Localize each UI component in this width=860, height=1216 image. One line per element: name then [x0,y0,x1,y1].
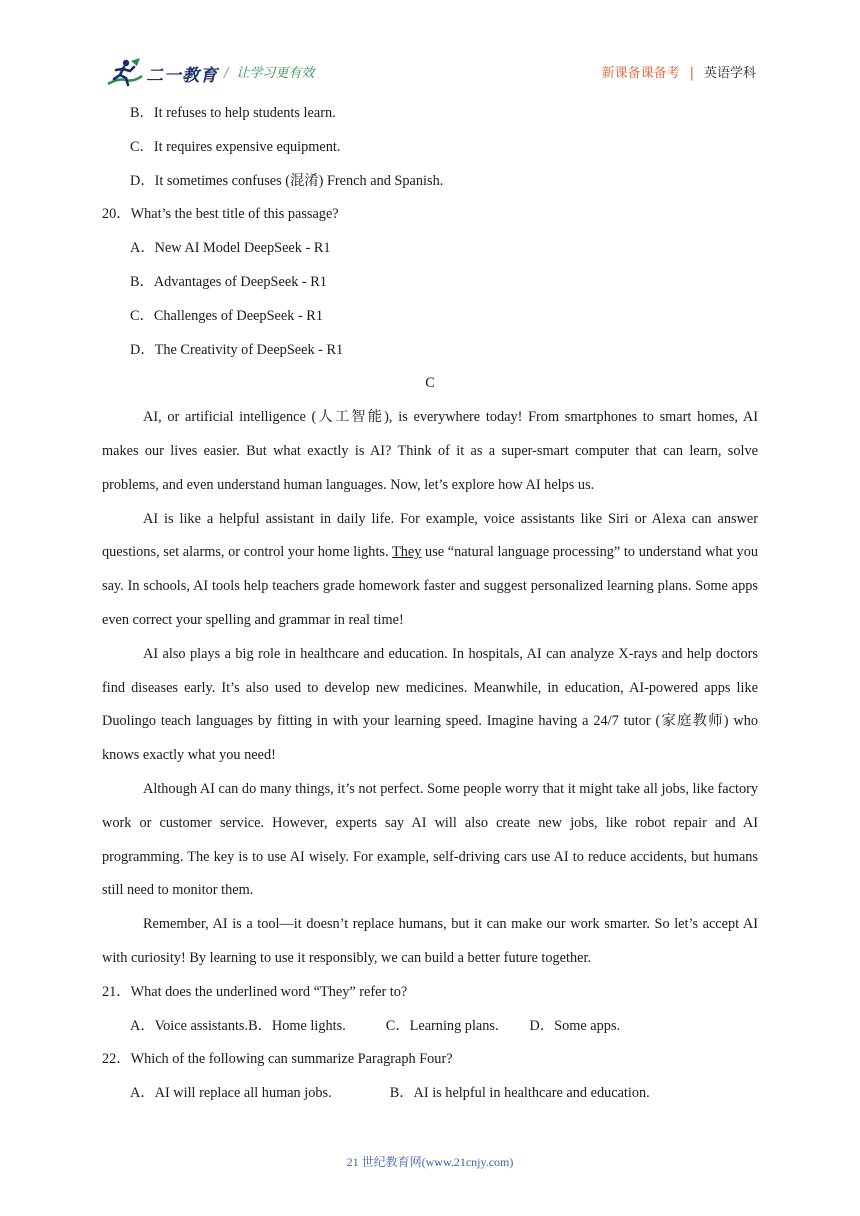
logo [104,58,218,88]
q21-option-b: B．Home lights. [248,1017,346,1034]
logo-text: 二一教育 [146,65,218,86]
q21-options [102,1010,758,1044]
passage-paragraph-4: Although AI can do many things, it’s not perfect. Some people worry that it might take all jobs, like factory work or customer service. However, experts say AI will also create new jobs, like robot repair and AI programming. The key is to use AI wisely. For example, self-driving cars use AI to reduce accidents, but humans still need to monitor them. [102,780,758,899]
passage-paragraph-1: AI, or artificial intelligence (人工智能), is everywhere today! From smartphones to smart homes, AI makes our lives easier. But what exactly is AI? Think of it as a super-smart computer that can learn, solve problems, and even understand human languages. Now, let’s explore how AI helps us. [102,409,758,493]
q20-option-d: D．The Creativity of DeepSeek - R1 [130,341,344,358]
document-body [102,97,758,1111]
course-label: 新课备课备考 [601,66,680,81]
passage-paragraph-3: AI also plays a big role in healthcare and education. In hospitals, AI can analyze X-rays and help doctors find diseases early. It’s also used to develop new medicines. Meanwhile, in education, AI-powered apps like Duolingo teach languages by fitting in with your learning speed. Imagine having a 24/7 tutor (家庭教师) who knows exactly what you need! [102,645,758,764]
passage-paragraph-5: Remember, AI is a tool—it doesn’t replace humans, but it can make our work smarter. So let’s accept AI with curiosity! By learning to use it responsibly, we can build a better future together. [102,916,758,966]
question-20: 20．What’s the best title of this passage? [102,206,339,223]
slogan-text: 让学习更有效 [236,66,315,81]
q19-option-d: D．It sometimes confuses (混淆) French and Spanish. [130,172,444,189]
q21-option-d: D．Some apps. [529,1017,621,1034]
question-22: 22．Which of the following can summarize Paragraph Four? [102,1051,453,1068]
q19-option-c: C．It requires expensive equipment. [130,138,341,155]
q20-option-c: C．Challenges of DeepSeek - R1 [130,307,323,324]
page-header [104,58,756,88]
slogan [224,62,314,81]
underlined-word: They [391,544,422,561]
page-footer: 21 世纪教育网(www.21cnjy.com) [346,1155,514,1169]
subject-label: 英语学科 [703,66,756,81]
header-separator: | [689,66,694,81]
paragraph-2-text-start: AI is like a helpful assistant in daily life. For example, voice assistants like Siri or Alexa can answer questions, set alarms, or control your home lights. [102,510,758,561]
paragraph-2-text-end: use “natural language processing” to understand what you say. In schools, AI tools help teachers grade homework faster and suggest personalized learning plans. Some apps even correct your spelling and grammar in real time! [102,544,759,628]
q21-option-a: A．Voice assistants. [130,1017,249,1034]
question-21: 21．What does the underlined word “They” refer to? [102,983,408,1000]
q22-option-a: A．AI will replace all human jobs. [130,1085,332,1102]
runner-logo-icon [104,58,144,88]
section-heading: C [425,375,435,392]
header-course-subject [602,62,756,81]
q22-option-b: B．AI is helpful in healthcare and education. [389,1085,650,1102]
q20-option-b: B．Advantages of DeepSeek - R1 [130,273,327,290]
slogan-slash: / [224,66,229,81]
q21-option-c: C．Learning plans. [385,1017,499,1034]
q20-option-a: A．New AI Model DeepSeek - R1 [130,240,331,257]
passage-paragraph-2 [102,503,758,638]
q19-option-b: B．It refuses to help students learn. [130,105,336,121]
q22-options [102,1077,758,1111]
